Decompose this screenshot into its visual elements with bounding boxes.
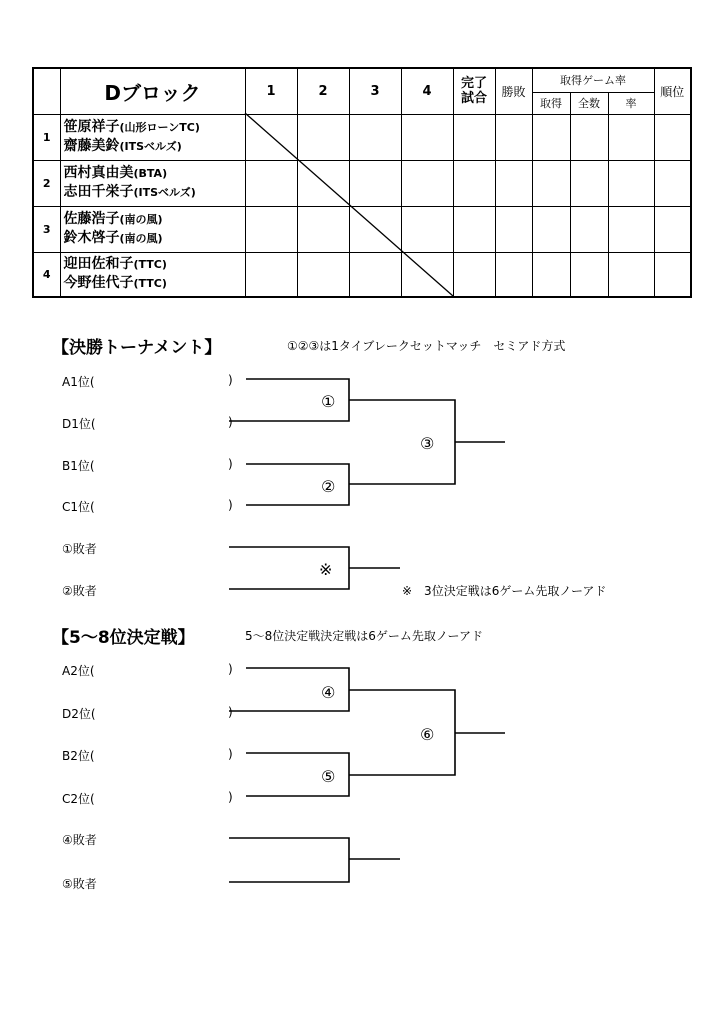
entry-label: B1位( xyxy=(62,459,95,473)
paren-close: ) xyxy=(228,662,233,676)
games-total-header: 全数 xyxy=(570,92,608,114)
final-tournament-title: 【決勝トーナメント】 xyxy=(52,338,222,358)
player-name: 今野佳代子 xyxy=(63,275,134,292)
paren-close: ) xyxy=(228,747,233,761)
bracket-line xyxy=(349,400,455,484)
third-place-note: ※ 3位決定戦は6ゲーム先取ノーアド xyxy=(402,584,607,598)
row-number: 1 xyxy=(33,114,60,160)
entry-label: A1位( xyxy=(62,375,95,389)
col-header-3: 3 xyxy=(349,68,401,114)
rank-header: 順位 xyxy=(654,68,691,114)
final-tournament-note: ①②③は1タイブレークセットマッチ セミアド方式 xyxy=(287,339,566,353)
row-number: 2 xyxy=(33,160,60,206)
placement-title: 【5～8位決定戦】 xyxy=(52,628,195,648)
club-name: (TTC) xyxy=(133,258,167,272)
paren-close: ) xyxy=(228,705,233,719)
paren-close: ) xyxy=(228,373,233,387)
entry-label: D2位( xyxy=(62,707,96,721)
entry-label: C2位( xyxy=(62,792,95,806)
club-name: (ITSベルズ) xyxy=(133,186,196,199)
col-header-2: 2 xyxy=(297,68,349,114)
paren-close: ) xyxy=(228,415,233,429)
games-won-header: 取得 xyxy=(532,92,570,114)
match-number: ⑥ xyxy=(420,725,435,744)
match-number: ③ xyxy=(420,434,435,453)
club-name: (BTA) xyxy=(133,167,168,180)
club-name: (南の風) xyxy=(119,213,163,226)
self-match-diagonal xyxy=(245,113,453,296)
paren-close: ) xyxy=(228,457,233,471)
match-number: ④ xyxy=(321,683,336,702)
match-number: ② xyxy=(321,477,336,496)
entry-label: B2位( xyxy=(62,749,95,763)
player-name: 笹原祥子 xyxy=(63,119,120,135)
bracket-line xyxy=(349,690,455,775)
player-name: 迎田佐和子 xyxy=(63,256,134,273)
entry-label: C1位( xyxy=(62,500,95,514)
rate-header: 率 xyxy=(608,92,654,114)
col-header-4: 4 xyxy=(401,68,453,114)
entry-label: A2位( xyxy=(62,664,95,678)
bracket-line xyxy=(229,838,349,882)
win-loss-header: 勝敗 xyxy=(495,68,532,114)
club-name: (TTC) xyxy=(133,277,167,291)
loser-label: ⑤敗者 xyxy=(62,877,97,891)
col-header-1: 1 xyxy=(245,68,297,114)
placement-note: 5～8位決定戦決定戦は6ゲーム先取ノーアド xyxy=(245,629,483,643)
entry-label: D1位( xyxy=(62,417,96,431)
player-name: 佐藤浩子 xyxy=(63,211,120,227)
paren-close: ) xyxy=(228,498,233,512)
player-name: 鈴木啓子 xyxy=(63,230,120,246)
match-number: ⑤ xyxy=(321,767,336,786)
player-name: 志田千栄子 xyxy=(63,184,134,200)
game-rate-header: 取得ゲーム率 xyxy=(532,68,654,92)
club-name: (南の風) xyxy=(119,232,163,245)
third-place-mark: ※ xyxy=(319,560,333,579)
club-name: (山形ローンTC) xyxy=(119,121,200,134)
loser-label: ②敗者 xyxy=(62,584,97,598)
row-number: 4 xyxy=(33,252,60,297)
block-title: Dブロック xyxy=(60,68,245,114)
loser-label: ④敗者 xyxy=(62,833,97,847)
player-name: 西村真由美 xyxy=(63,165,134,181)
match-number: ① xyxy=(321,392,336,411)
player-name: 齋藤美鈴 xyxy=(63,138,120,154)
row-number: 3 xyxy=(33,206,60,252)
complete-matches-header: 完了 試合 xyxy=(453,68,495,114)
loser-label: ①敗者 xyxy=(62,542,97,556)
club-name: (ITSベルズ) xyxy=(119,140,182,153)
paren-close: ) xyxy=(228,790,233,804)
